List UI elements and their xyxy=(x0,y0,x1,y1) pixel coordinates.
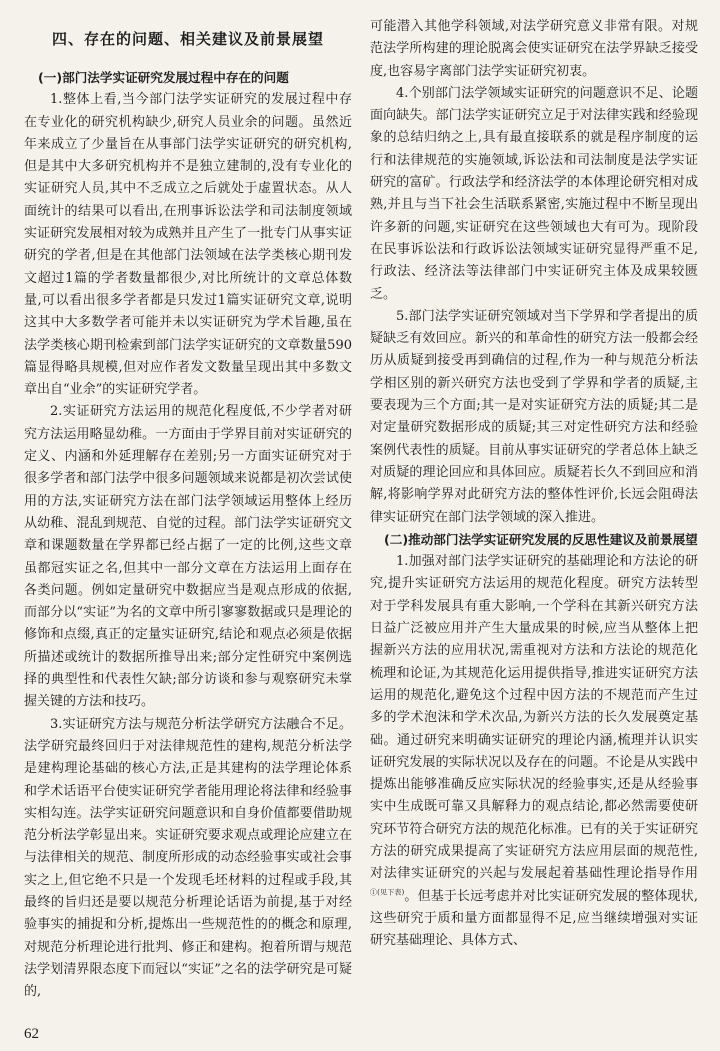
paragraph-left-3: 3.实证研究方法与规范分析法学研究方法融合不足。法学研究最终回归于对法律规范性的建构,规范分析法学是建构理论基础的核心方法,正是其建构的法学理论体系和学术话语平台使实证研究学者能用理论将法律和经验事实相勾连。法学实证研究问题意识和自身价值都要借助规范分析法学彰显出来。实证研究要求观点或理论应建立在与法律相关的规范、制度所形成的动态经验事实或社会事实之上,但它绝不只是一个发现毛坯材料的过程或手段,其最终的旨归还是要以规范分析理论话语为前提,基于对经验事实的捕捉和分析,提炼出一些规范性的的概念和原理,对规范分析理论进行批判、修正和建构。抱着所谓与规范法学划清界限态度下而冠以“实证”之名的法学研究是可疑的, xyxy=(24,716,352,1000)
paragraph-right-continued: 可能潜入其他学科领域,对法学研究意义非常有限。对规范法学所构建的理论脱离会使实证研究在法学界缺乏接受度,也容易字离部门法学实证研究初衷。 xyxy=(370,19,698,79)
left-column xyxy=(24,16,352,1003)
paragraph-right-b1-tail: 。但基于长远考虑并对比实证研究发展的整体现状,这些研究于质和量方面都显得不足,应当继续增强对实证研究基础理论、具体方式、 xyxy=(370,888,698,949)
paragraph-right-5: 5.部门法学实证研究领域对当下学界和学者提出的质疑缺乏有效回应。新兴的和革命性的研究方法一般都会经历从质疑到接受再到确信的过程,作为一种与规范分析法学相区别的新兴研究方法也受到了学界和学者的质疑,主要表现为三个方面;其一是对实证研究方法的质疑;其二是对定量研究数据形成的质疑;其三对定性研究方法和经验案例代表性的质疑。目前从事实证研究的学者总体上缺乏对质疑的理论回应和具体回应。质疑若长久不到回应和消解,将影响学界对此研究方法的整体性评价,长远会阻碍法律实证研究在部门法学领域的深入推进。 xyxy=(370,308,698,525)
subsection-2-title: (二)推动部门法学实证研究发展的反思性建议及前景展望 xyxy=(384,531,698,547)
paragraph-right-b1 xyxy=(370,551,698,952)
two-column-body xyxy=(24,16,698,1003)
paragraph-left-2: 2.实证研究方法运用的规范化程度低,不少学者对研究方法运用略显幼稚。一方面由于学界目前对实证研究的定义、内涵和外延理解存在差别;另一方面实证研究对于很多学者和部门法学中很多问题领域来说都是初次尝试使用的方法,实证研究方法在部门法学领域运用整体上经历从幼稚、混乱到规范、自觉的过程。部门法学实证研究文章和课题数量在学界都已经占据了一定的比例,这些文章虽都冠实证之名,但其中一部分文章在方法运用上面存在各类问题。例如定量研究中数据应当是观点形成的依据,而部分以“实证”为名的文章中所引寥寥数据或只是理论的修饰和点缀,真正的定量实证研究,结论和观点必须是依据所描述或统计的数据所推导出来;部分定性研究中案例选择的典型性和代表性欠缺;部分访谈和参与观察研究未掌握关键的方法和技巧。 xyxy=(24,404,352,710)
footnote-reference[interactable]: ①(见下表) xyxy=(370,888,405,897)
subsection-1-title: (一)部门法学实证研究发展过程中存在的问题 xyxy=(38,70,289,85)
page-number: 62 xyxy=(24,1026,39,1042)
paragraph-right-4: 4.个别部门法学领域实证研究的问题意识不足、论题面向缺失。部门法学实证研究立足于对法律实践和经验现象的总结归纳之上,具有最直接联系的就是程序制度的运行和法律规范的实施领域,诉讼法和司法制度是法学实证研究的富矿。行政法学和经济法学的本体理论研究相对成熟,并且与当下社会生活联系紧密,实施过程中不断呈现出许多新的问题,实证研究在这些领域也大有可为。现阶段在民事诉讼法和行政诉讼法领域实证研究显得严重不足,行政法、经济法等法律部门中实证研究主体及成果较匮乏。 xyxy=(370,85,698,302)
right-column xyxy=(370,16,698,1003)
section-title: 四、存在的问题、相关建议及前景展望 xyxy=(51,30,324,48)
paragraph-right-b1-text: 1.加强对部门法学实证研究的基础理论和方法论的研究,提升实证研究方法运用的规范化程度。研究方法转型对于学科发展具有重大影响,一个学科在其新兴研究方法日益广泛被应用并产生大量成果的时候,应当从整体上把握新兴方法的应用状况,需重视对方法和方法论的规范化梳理和论证,为其规范化运用提供指导,推进实证研究方法运用的规范化,避免这个过程中因方法的不规范而产生过多的学术泡沫和学术次品,为新兴方法的长久发展奠定基础。通过研究来明确实证研究的理论内涵,梳理并认识实证研究发展的实际状况以及存在的问题。不论是从实践中提炼出能够准确反应实际状况的经验事实,还是从经验事实中生成既可靠又具解释力的观点结论,都必然需要使研究环节符合研究方法的规范化标准。已有的关于实证研究方法的研究成果提高了实证研究方法应用层面的规范性,对法律实证研究的兴起与发展起着基础性理论指导作用 xyxy=(370,554,698,882)
paragraph-left-1: 1.整体上看,当今部门法学实证研究的发展过程中存在专业化的研究机构缺少,研究人员业余的问题。虽然近年来成立了少量旨在从事部门法学实证研究的研究机构,但是其中大多研究机构并不是独立建制的,没有专业化的实证研究人员,其中不乏成立之后就处于虚置状态。从人面统计的结果可以看出,在刑事诉讼法学和司法制度领域实证研究发展相对较为成熟并且产生了一批专门从事实证研究的学者,但是在其他部门法领域在法学类核心期刊发文超过1篇的学者数量都很少,对比所统计的文章总体数量,可以看出很多学者都是只发过1篇实证研究文章,说明这其中大多数学者可能并未以实证研究为学术旨趣,虽在法学类核心期刊检索到部门法学实证研究的文章数量590篇显得略具规模,但对应作者发文数量呈现出其中多数文章出自“业余”的实证研究学者。 xyxy=(24,92,352,398)
